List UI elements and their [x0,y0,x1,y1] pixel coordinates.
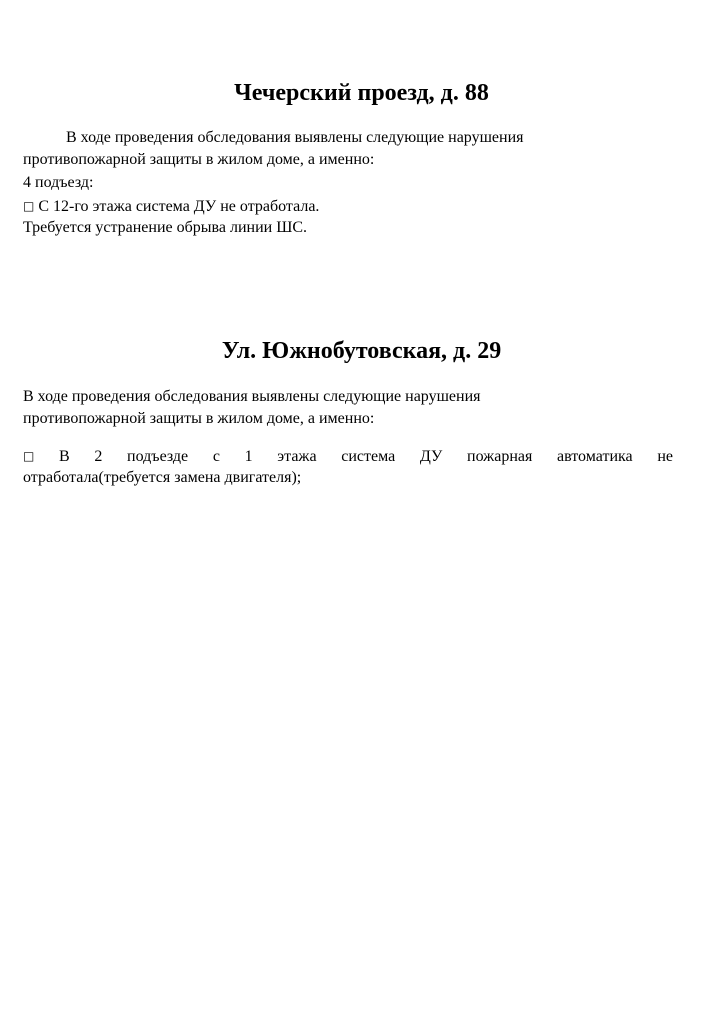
paragraph-line: отработала(требуется замена двигателя); [23,469,302,486]
paragraph-line: противопожарной защиты в жилом доме, а именно: [23,151,375,168]
list-item-text: С 12-го этажа система ДУ не отработала. [38,198,320,215]
paragraph-line: Требуется устранение обрыва линии ШС. [23,219,307,236]
section-title-2: Ул. Южнобутовская, д. 29 [221,338,502,364]
list-item [23,446,673,467]
list-item-text: В 2 подъезде с 1 этажа система ДУ пожарная автоматика не [59,448,673,465]
paragraph-line: В ходе проведения обследования выявлены следующие нарушения [66,129,524,146]
paragraph-line: противопожарной защиты в жилом доме, а именно: [23,410,375,427]
paragraph-line: 4 подъезд: [23,174,94,191]
checkbox-bullet-icon: □ [23,449,35,463]
checkbox-bullet-icon: □ [23,199,35,213]
list-item [23,196,319,217]
section-title-1: Чечерский проезд, д. 88 [234,80,489,106]
paragraph-line: В ходе проведения обследования выявлены следующие нарушения [23,388,481,405]
